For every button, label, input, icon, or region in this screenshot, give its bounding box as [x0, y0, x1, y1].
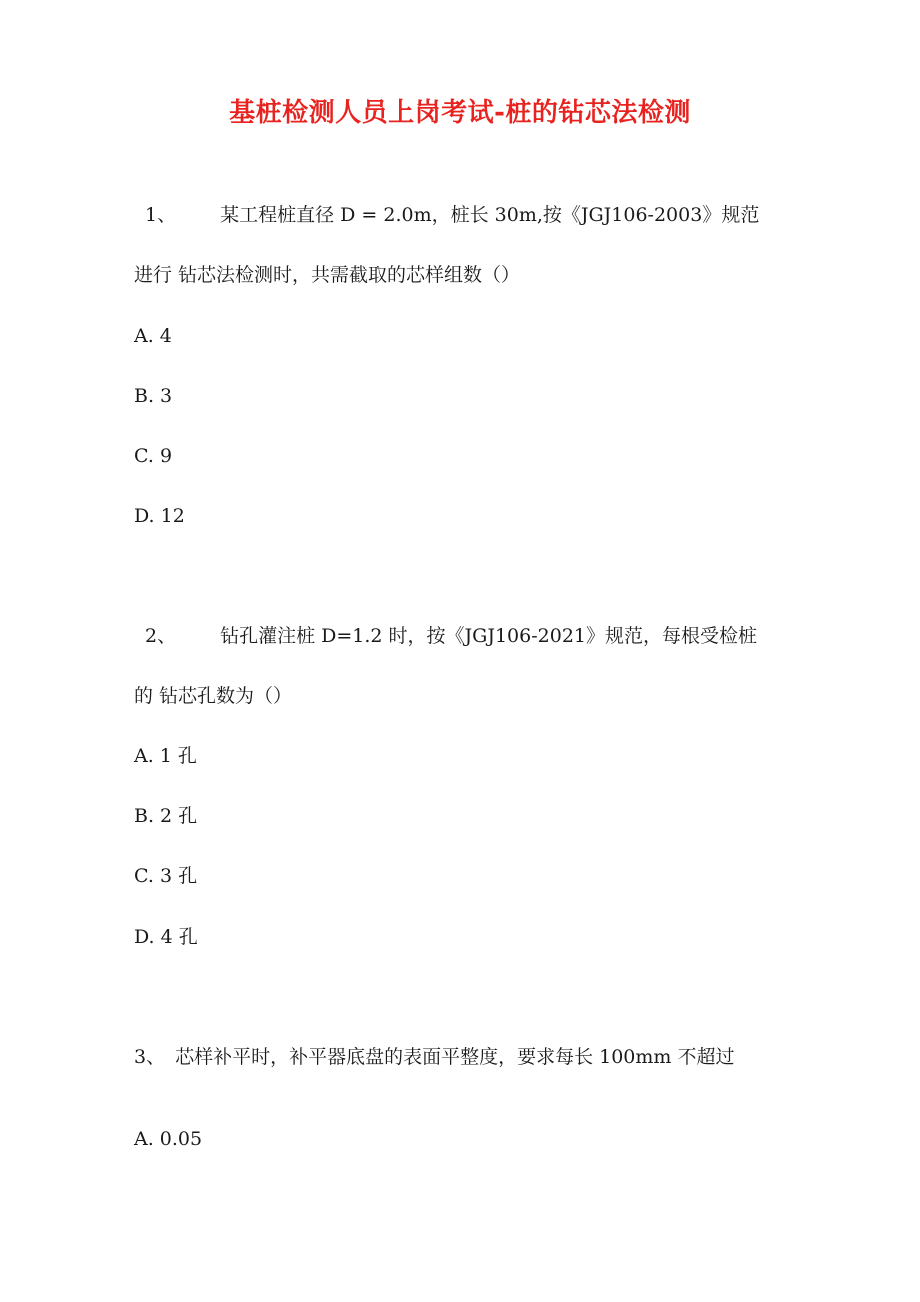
question-1-number: 1、: [145, 204, 177, 226]
question-3-number: 3、: [134, 1046, 166, 1068]
question-2-stem-line-2: 的 钻芯孔数为（）: [134, 685, 293, 707]
question-2-option-d: D. 4 孔: [134, 926, 198, 948]
question-1-option-d: D. 12: [134, 505, 185, 527]
question-1-stem-line-2: 进行 钻芯法检测时，共需截取的芯样组数（）: [134, 264, 521, 286]
question-1-option-c: C. 9: [134, 445, 173, 467]
question-2-option-c: C. 3 孔: [134, 865, 198, 887]
question-2-stem-line-1: [145, 624, 757, 648]
question-2-option-a: A. 1 孔: [134, 745, 197, 767]
question-2-stem-text-1: 钻孔灌注桩 D=1.2 时，按《JGJ106-2021》规范，每根受检桩: [220, 625, 757, 647]
question-2-option-b: B. 2 孔: [134, 805, 198, 827]
question-1-stem-text-1: 某工程桩直径 D = 2.0m，桩长 30m,按《JGJ106-2003》规范: [220, 204, 760, 226]
question-3-option-a: A. 0.05: [134, 1128, 203, 1150]
question-1-option-a: A. 4: [134, 325, 172, 347]
question-3-stem-line-1: [134, 1045, 734, 1069]
question-1-option-b: B. 3: [134, 385, 173, 407]
question-3-stem-text-1: 芯样补平时，补平器底盘的表面平整度，要求每长 100mm 不超过: [175, 1046, 735, 1068]
document-title: 基桩检测人员上岗考试-桩的钻芯法检测: [229, 98, 691, 128]
question-2-number: 2、: [145, 625, 177, 647]
question-1-stem-line-1: [145, 203, 759, 227]
